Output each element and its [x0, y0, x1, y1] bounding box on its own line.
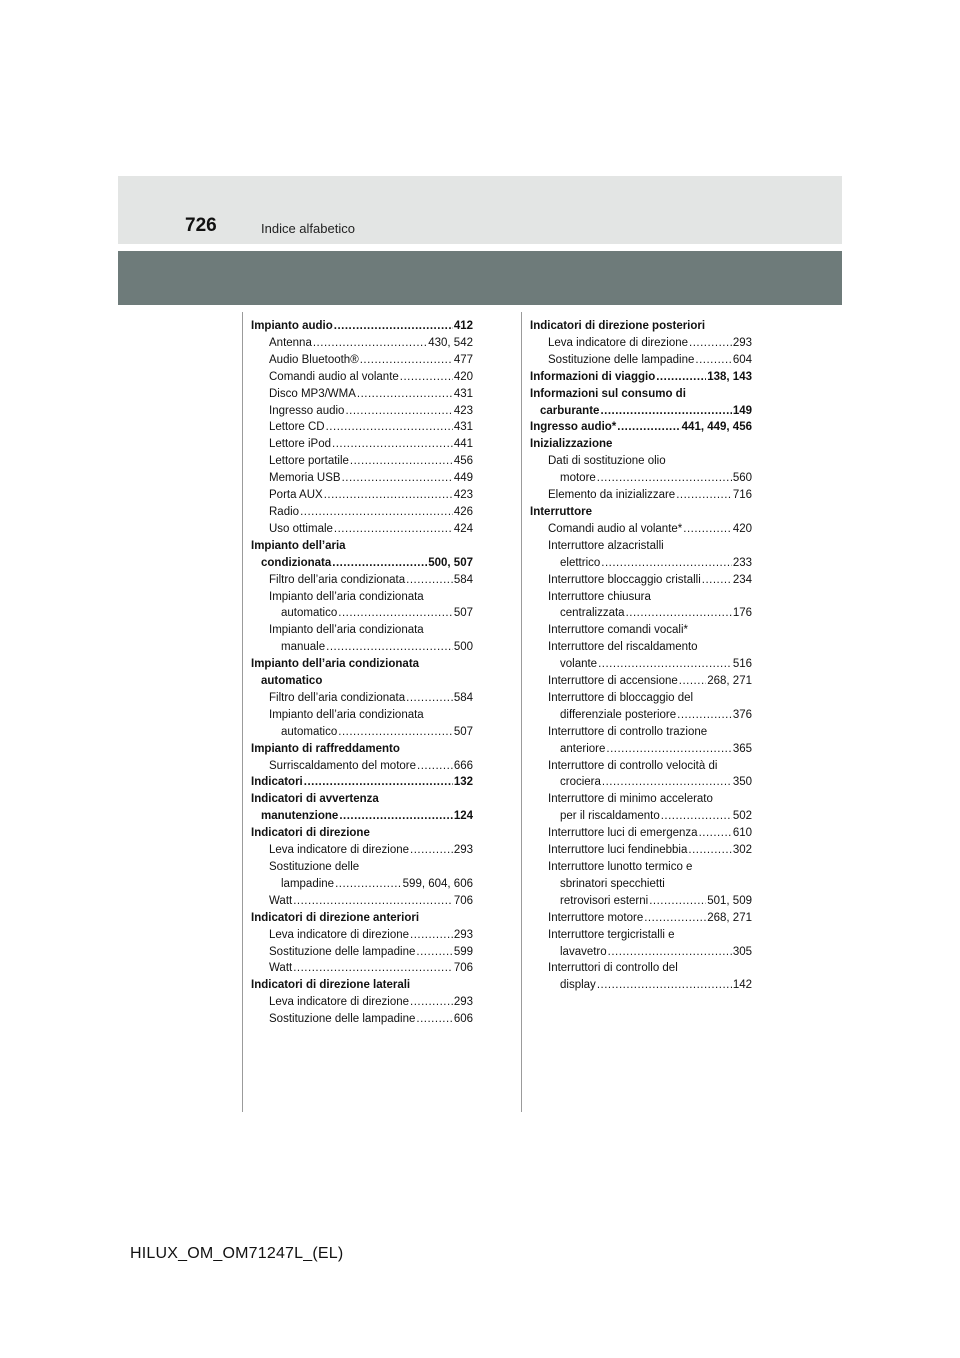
- entry-page: 365: [732, 742, 752, 755]
- index-entry: Indicatori di direzione laterali: [251, 979, 411, 992]
- entry-text: Interruttore luci fendinebbia: [548, 844, 688, 857]
- index-entry: Interruttore di bloccaggio del: [548, 691, 694, 704]
- entry-text: Filtro dell’aria condizionata: [269, 573, 406, 586]
- index-entry: [251, 842, 473, 859]
- dot-leader: [345, 403, 452, 420]
- entry-text: elettrico: [560, 556, 601, 569]
- index-entry: [530, 335, 752, 352]
- index-entry: Interruttore chiusura: [548, 590, 651, 603]
- entry-page: 584: [453, 573, 473, 586]
- index-entry: [530, 555, 752, 572]
- entry-page: 412: [453, 320, 473, 332]
- entry-text: per il riscaldamento: [560, 810, 660, 823]
- entry-text: Indicatori: [251, 776, 303, 789]
- dot-leader: [683, 521, 732, 538]
- entry-text: Lettore portatile: [269, 455, 349, 468]
- index-entry: [251, 893, 473, 910]
- index-entry: [530, 403, 752, 420]
- entry-text: display: [560, 979, 596, 992]
- index-entry: [530, 487, 752, 504]
- entry-page: 350: [732, 776, 752, 789]
- entry-text: Sostituzione delle lampadine: [269, 945, 416, 958]
- index-entry: [251, 555, 473, 572]
- entry-page: 138, 143: [707, 370, 752, 383]
- entry-page: 604: [732, 353, 752, 366]
- index-entry: Interruttore alzacristalli: [548, 539, 664, 552]
- entry-page: 176: [732, 607, 752, 620]
- dot-leader: [644, 910, 706, 927]
- index-entry: Indicatori di avvertenza: [251, 793, 379, 806]
- index-entry: [251, 1011, 473, 1028]
- index-entry: [251, 572, 473, 589]
- dot-leader: [597, 470, 732, 487]
- index-entry: Interruttore del riscaldamento: [548, 641, 698, 654]
- index-entry: [530, 741, 752, 758]
- entry-text: Antenna: [269, 336, 312, 349]
- dot-leader: [679, 673, 706, 690]
- index-entry: [251, 453, 473, 470]
- index-entry: [251, 487, 473, 504]
- entry-page: 302: [732, 844, 752, 857]
- entry-text: Comandi audio al volante: [269, 370, 399, 383]
- entry-page: 606: [453, 1013, 473, 1026]
- entry-page: 716: [732, 489, 752, 502]
- index-entry: [251, 352, 473, 369]
- index-entry: [251, 403, 473, 420]
- header-dark-band: [118, 251, 842, 305]
- index-entry: Inizializzazione: [530, 438, 613, 451]
- index-entry: [251, 504, 473, 521]
- entry-text: Memoria USB: [269, 472, 341, 485]
- entry-page: 423: [453, 404, 473, 417]
- entry-text: Sostituzione delle lampadine: [548, 353, 695, 366]
- entry-text: crociera: [560, 776, 601, 789]
- dot-leader: [649, 893, 706, 910]
- entry-page: 584: [453, 691, 473, 704]
- index-entry: automatico: [261, 675, 323, 688]
- entry-text: Elemento da inizializzare: [548, 489, 676, 502]
- entry-text: condizionata: [261, 556, 332, 569]
- entry-text: anteriore: [560, 742, 606, 755]
- dot-leader: [304, 774, 453, 791]
- right-column-rule: [521, 312, 522, 1112]
- index-entry: [251, 605, 473, 622]
- dot-leader: [350, 453, 453, 470]
- dot-leader: [338, 605, 453, 622]
- entry-page: 268, 271: [707, 675, 752, 688]
- entry-text: Comandi audio al volante*: [548, 522, 683, 535]
- dot-leader: [324, 487, 453, 504]
- dot-leader: [406, 572, 453, 589]
- index-entry: [530, 808, 752, 825]
- index-entry: Interruttore: [530, 505, 592, 518]
- index-entry: sbrinatori specchietti: [560, 877, 665, 890]
- entry-page: 456: [453, 455, 473, 468]
- dot-leader: [360, 352, 453, 369]
- entry-text: Interruttore bloccaggio cristalli: [548, 573, 701, 586]
- entry-text: carburante: [540, 404, 600, 417]
- dot-leader: [410, 927, 453, 944]
- entry-text: Ingresso audio*: [530, 421, 617, 434]
- dot-leader: [661, 808, 732, 825]
- index-entry: [530, 825, 752, 842]
- entry-page: 233: [732, 556, 752, 569]
- entry-page: 149: [732, 404, 752, 417]
- dot-leader: [334, 521, 453, 538]
- entry-text: differenziale posteriore: [560, 708, 677, 721]
- index-entry: Interruttore tergicristalli e: [548, 928, 675, 941]
- index-entry: [530, 673, 752, 690]
- dot-leader: [410, 994, 453, 1011]
- dot-leader: [339, 808, 453, 825]
- entry-text: Filtro dell’aria condizionata: [269, 691, 406, 704]
- dot-leader: [597, 977, 732, 994]
- entry-text: lavavetro: [560, 945, 607, 958]
- entry-text: Ingresso audio: [269, 404, 345, 417]
- index-entry: Indicatori di direzione: [251, 827, 370, 840]
- index-entry: Impianto dell’aria condizionata: [269, 708, 424, 721]
- entry-text: lampadine: [281, 877, 335, 890]
- entry-text: manutenzione: [261, 810, 339, 823]
- index-entry: Dati di sostituzione olio: [548, 455, 666, 468]
- index-entry: Interruttore di controllo trazione: [548, 725, 708, 738]
- entry-page: 500: [453, 641, 473, 654]
- entry-text: motore: [560, 472, 596, 485]
- index-entry: [530, 369, 752, 386]
- dot-leader: [417, 758, 453, 775]
- entry-text: Leva indicatore di direzione: [548, 336, 689, 349]
- index-entry: [251, 436, 473, 453]
- dot-leader: [689, 335, 732, 352]
- index-entry: [530, 470, 752, 487]
- entry-text: Impianto audio: [251, 320, 333, 332]
- entry-page: 142: [732, 979, 752, 992]
- entry-page: 430, 542: [428, 336, 473, 349]
- index-entry: Impianto dell’aria condizionata: [251, 658, 420, 671]
- index-entry: [530, 977, 752, 994]
- dot-leader: [410, 842, 453, 859]
- entry-text: Sostituzione delle lampadine: [269, 1013, 416, 1026]
- index-entry: [251, 470, 473, 487]
- index-entry: [530, 893, 752, 910]
- entry-page: 560: [732, 472, 752, 485]
- index-entry: [530, 605, 752, 622]
- entry-text: Lettore CD: [269, 421, 325, 434]
- entry-page: 501, 509: [707, 894, 752, 907]
- left-column-rule: [242, 312, 243, 1112]
- index-entry: Interruttore lunotto termico e: [548, 861, 693, 873]
- index-entry: [251, 774, 473, 791]
- entry-text: volante: [560, 658, 598, 671]
- entry-page: 666: [453, 759, 473, 772]
- entry-text: Interruttore luci di emergenza: [548, 827, 698, 840]
- entry-page: 124: [453, 810, 473, 823]
- dot-leader: [676, 487, 732, 504]
- index-entry: [251, 639, 473, 656]
- dot-leader: [608, 944, 732, 961]
- document-code: HILUX_OM_OM71247L_(EL): [130, 1245, 344, 1262]
- index-entry: Impianto di raffreddamento: [251, 742, 400, 755]
- entry-page: 507: [453, 725, 473, 738]
- entry-text: automatico: [281, 725, 338, 738]
- index-entry: [251, 994, 473, 1011]
- index-entry: Informazioni sul consumo di: [530, 387, 686, 400]
- dot-leader: [332, 436, 453, 453]
- dot-leader: [598, 656, 732, 673]
- entry-page: 132: [453, 776, 473, 789]
- index-entry: [251, 808, 473, 825]
- dot-leader: [357, 386, 453, 403]
- index-entry: [530, 774, 752, 791]
- dot-leader: [416, 944, 452, 961]
- entry-text: Leva indicatore di direzione: [269, 928, 410, 941]
- index-right-column: [530, 318, 752, 994]
- index-entry: [530, 910, 752, 927]
- entry-text: Radio: [269, 505, 300, 518]
- dot-leader: [416, 1011, 452, 1028]
- entry-page: 441: [453, 438, 473, 451]
- entry-page: 706: [453, 894, 473, 907]
- index-entry: [251, 521, 473, 538]
- index-entry: Indicatori di direzione posteriori: [530, 320, 706, 332]
- entry-text: Surriscaldamento del motore: [269, 759, 417, 772]
- dot-leader: [677, 707, 732, 724]
- entry-text: Watt: [269, 962, 293, 975]
- entry-page: 441, 449, 456: [681, 421, 752, 434]
- entry-page: 431: [453, 421, 473, 434]
- entry-page: 706: [453, 962, 473, 975]
- index-entry: Interruttori di controllo del: [548, 962, 678, 975]
- index-entry: [530, 842, 752, 859]
- index-entry: Interruttore di minimo accelerato: [548, 793, 713, 806]
- entry-text: Interruttore di accensione: [548, 675, 678, 688]
- entry-page: 507: [453, 607, 473, 620]
- entry-page: 376: [732, 708, 752, 721]
- index-entry: [251, 944, 473, 961]
- entry-text: Interruttore motore: [548, 911, 644, 924]
- index-entry: [530, 572, 752, 589]
- entry-text: Disco MP3/WMA: [269, 387, 356, 400]
- entry-text: Porta AUX: [269, 489, 323, 502]
- dot-leader: [695, 352, 731, 369]
- dot-leader: [400, 369, 453, 386]
- dot-leader: [699, 825, 732, 842]
- entry-page: 449: [453, 472, 473, 485]
- index-entry: [251, 419, 473, 436]
- index-entry: [251, 724, 473, 741]
- entry-text: Informazioni di viaggio: [530, 370, 656, 383]
- dot-leader: [334, 318, 453, 335]
- entry-page: 268, 271: [707, 911, 752, 924]
- page-number: 726: [185, 215, 217, 236]
- dot-leader: [606, 741, 731, 758]
- dot-leader: [326, 639, 453, 656]
- entry-text: Leva indicatore di direzione: [269, 996, 410, 1009]
- dot-leader: [313, 335, 427, 352]
- entry-page: 423: [453, 489, 473, 502]
- dot-leader: [300, 504, 453, 521]
- index-left-column: [251, 318, 473, 1028]
- dot-leader: [293, 960, 453, 977]
- entry-page: 516: [732, 658, 752, 671]
- header-band: [118, 176, 842, 244]
- entry-page: 293: [453, 844, 473, 857]
- index-entry: Interruttore di controllo velocità di: [548, 759, 718, 772]
- index-entry: [530, 707, 752, 724]
- entry-text: Watt: [269, 894, 293, 907]
- entry-text: retrovisori esterni: [560, 894, 649, 907]
- entry-page: 477: [453, 353, 473, 366]
- entry-text: Uso ottimale: [269, 522, 333, 535]
- dot-leader: [602, 774, 732, 791]
- dot-leader: [600, 403, 731, 420]
- entry-page: 599: [453, 945, 473, 958]
- entry-page: 293: [453, 996, 473, 1009]
- dot-leader: [335, 876, 402, 893]
- entry-page: 305: [732, 945, 752, 958]
- dot-leader: [626, 605, 732, 622]
- entry-text: automatico: [281, 607, 338, 620]
- entry-page: 424: [453, 522, 473, 535]
- index-entry: Impianto dell’aria condizionata: [269, 624, 424, 637]
- index-entry: Impianto dell’aria: [251, 539, 346, 552]
- index-entry: [251, 690, 473, 707]
- entry-text: Lettore iPod: [269, 438, 332, 451]
- entry-page: 234: [732, 573, 752, 586]
- entry-page: 500, 507: [428, 556, 473, 569]
- index-entry: [530, 352, 752, 369]
- entry-page: 431: [453, 387, 473, 400]
- dot-leader: [293, 893, 453, 910]
- dot-leader: [342, 470, 453, 487]
- dot-leader: [702, 572, 732, 589]
- section-title: Indice alfabetico: [261, 221, 355, 236]
- entry-page: 293: [732, 336, 752, 349]
- index-entry: [251, 876, 473, 893]
- entry-text: manuale: [281, 641, 326, 654]
- entry-page: 610: [732, 827, 752, 840]
- entry-page: 426: [453, 505, 473, 518]
- index-entry: [530, 419, 752, 436]
- dot-leader: [617, 419, 680, 436]
- index-entry: [530, 944, 752, 961]
- index-entry: [530, 521, 752, 538]
- dot-leader: [332, 555, 427, 572]
- entry-text: centralizzata: [560, 607, 625, 620]
- dot-leader: [338, 724, 453, 741]
- index-entry: [251, 369, 473, 386]
- index-entry: Sostituzione delle: [269, 861, 360, 873]
- index-entry: [251, 758, 473, 775]
- entry-page: 420: [453, 370, 473, 383]
- entry-page: 599, 604, 606: [402, 877, 473, 890]
- entry-text: Audio Bluetooth®: [269, 353, 359, 366]
- index-entry: [251, 960, 473, 977]
- dot-leader: [656, 369, 706, 386]
- dot-leader: [326, 419, 453, 436]
- dot-leader: [406, 690, 453, 707]
- index-entry: Impianto dell’aria condizionata: [269, 590, 424, 603]
- index-entry: [251, 335, 473, 352]
- index-entry: [251, 318, 473, 335]
- entry-page: 293: [453, 928, 473, 941]
- index-entry: [251, 386, 473, 403]
- dot-leader: [688, 842, 731, 859]
- index-entry: [251, 927, 473, 944]
- entry-page: 502: [732, 810, 752, 823]
- entry-text: Leva indicatore di direzione: [269, 844, 410, 857]
- index-entry: Indicatori di direzione anteriori: [251, 911, 420, 924]
- index-entry: [530, 656, 752, 673]
- index-entry: Interruttore comandi vocali*: [548, 624, 688, 637]
- dot-leader: [601, 555, 732, 572]
- entry-page: 420: [732, 522, 752, 535]
